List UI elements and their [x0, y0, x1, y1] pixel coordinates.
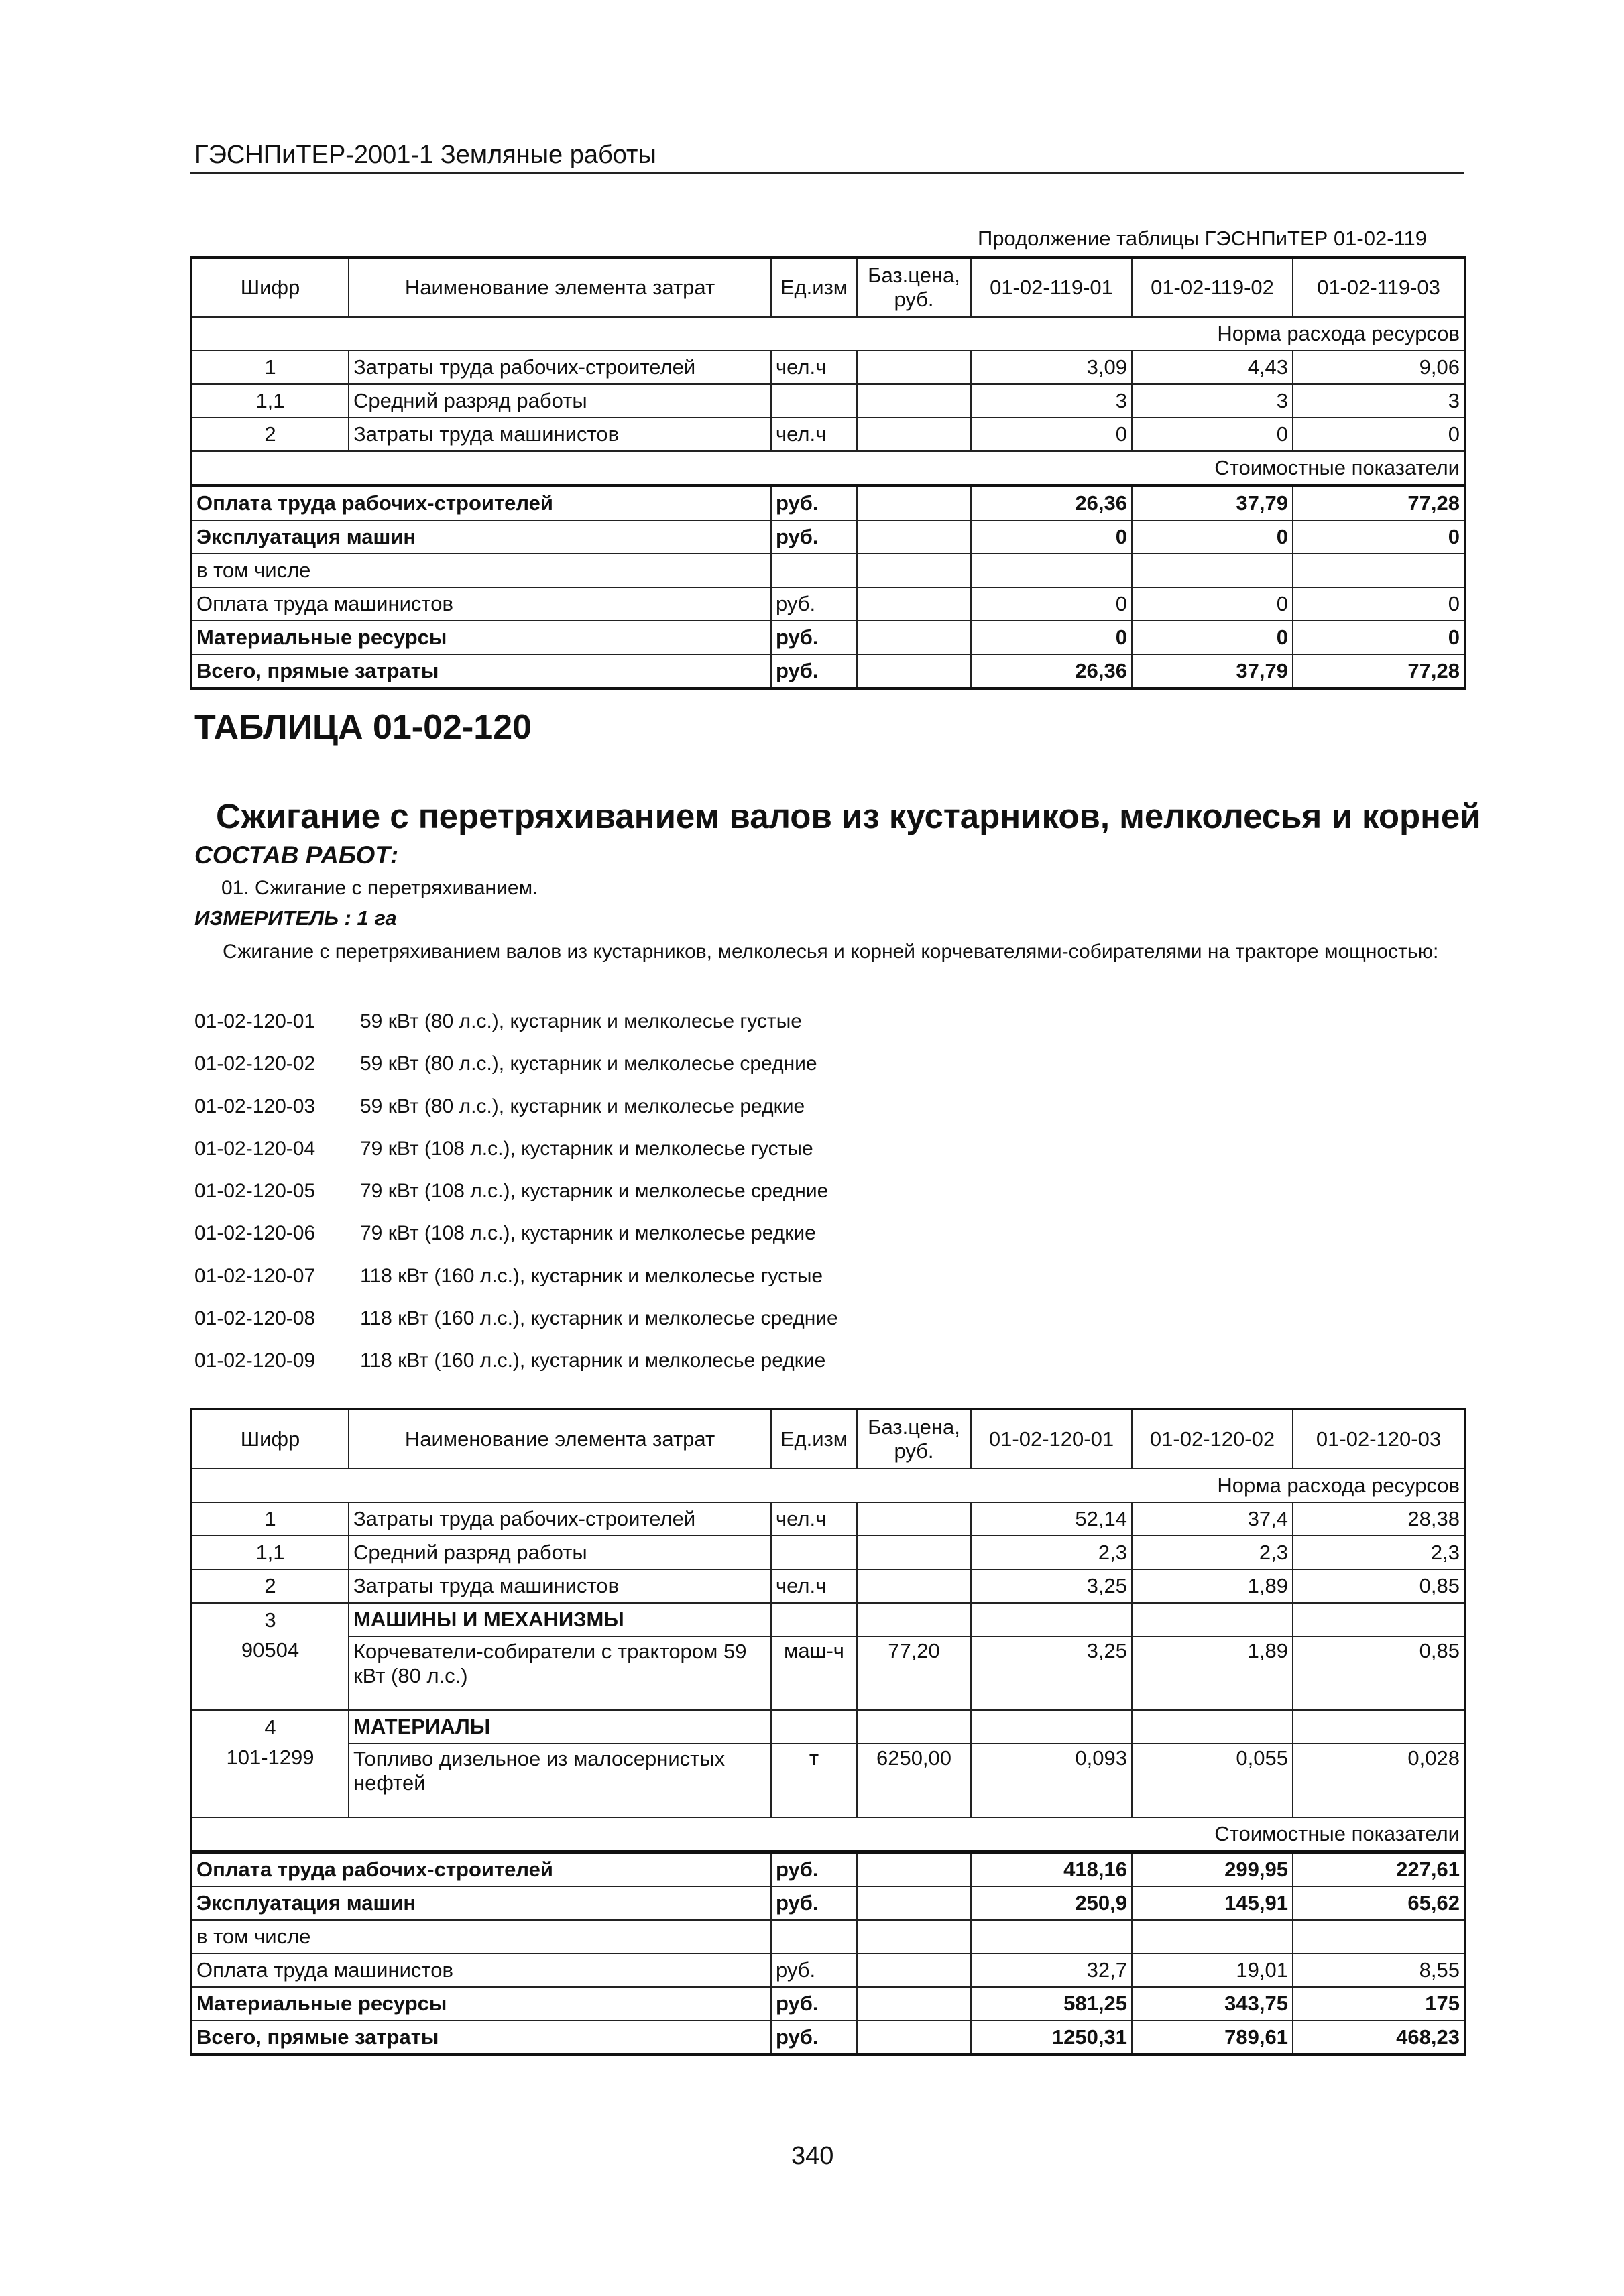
row-price — [857, 351, 971, 384]
variant-text: 79 кВт (108 л.с.), кустарник и мелколесье густые — [360, 1137, 813, 1160]
variant-code: 01-02-120-03 — [194, 1095, 316, 1117]
cost-name: Материальные ресурсы — [191, 1987, 771, 2020]
row-unit: чел.ч — [771, 418, 857, 451]
composition-item: 01. Сжигание с перетряхиванием. — [221, 877, 538, 899]
variant-code: 01-02-120-02 — [194, 1052, 316, 1075]
row-price: 77,20 — [857, 1636, 971, 1710]
cost-name: Всего, прямые затраты — [191, 654, 771, 688]
variant-text: 79 кВт (108 л.с.), кустарник и мелколесье средние — [360, 1180, 829, 1203]
cost-value-3 — [1293, 554, 1465, 587]
variant-text: 118 кВт (160 л.с.), кустарник и мелколесье густые — [360, 1264, 823, 1287]
variant-code: 01-02-120-04 — [194, 1137, 316, 1160]
table-row — [191, 1636, 1465, 1710]
header-name: Наименование элемента затрат — [349, 1409, 771, 1469]
table-header-row — [191, 257, 1465, 317]
variant-list — [194, 1006, 838, 1388]
row-value-3: 3 — [1293, 384, 1465, 418]
empty-cell — [857, 1603, 971, 1636]
cost-value-3: 77,28 — [1293, 486, 1465, 521]
band-row — [191, 1469, 1465, 1502]
cost-unit: руб. — [771, 1886, 857, 1920]
cost-unit — [771, 554, 857, 587]
row-value-1: 2,3 — [971, 1536, 1132, 1569]
cost-name: Эксплуатация машин — [191, 520, 771, 554]
empty-cell — [857, 1710, 971, 1744]
cost-row — [191, 554, 1465, 587]
row-value-3: 0,028 — [1293, 1744, 1465, 1817]
header-variant-1: 01-02-120-01 — [971, 1409, 1132, 1469]
cost-price — [857, 554, 971, 587]
cost-value-1: 418,16 — [971, 1852, 1132, 1887]
cost-unit: руб. — [771, 520, 857, 554]
cost-value-3 — [1293, 1920, 1465, 1953]
cost-row — [191, 1987, 1465, 2020]
cost-value-3: 227,61 — [1293, 1852, 1465, 1887]
cost-row — [191, 1953, 1465, 1987]
row-code: 101-1299 — [191, 1744, 349, 1817]
table-row — [191, 1569, 1465, 1603]
cost-value-1: 32,7 — [971, 1953, 1132, 1987]
header-unit: Ед.изм — [771, 1409, 857, 1469]
table-row — [191, 418, 1465, 451]
empty-cell — [971, 1603, 1132, 1636]
cost-price — [857, 1852, 971, 1887]
cost-unit: руб. — [771, 1852, 857, 1887]
cost-row — [191, 654, 1465, 688]
cost-value-2: 145,91 — [1132, 1886, 1293, 1920]
row-value-3: 28,38 — [1293, 1502, 1465, 1536]
cost-name: Оплата труда рабочих-строителей — [191, 486, 771, 521]
cost-value-1: 0 — [971, 520, 1132, 554]
table-row — [191, 351, 1465, 384]
variant-text: 118 кВт (160 л.с.), кустарник и мелколесье редкие — [360, 1349, 826, 1372]
section-row-materials — [191, 1710, 1465, 1744]
cost-row — [191, 621, 1465, 654]
header-price: Баз.цена, руб. — [857, 1409, 971, 1469]
cost-price — [857, 1987, 971, 2020]
variant-text: 59 кВт (80 л.с.), кустарник и мелколесье средние — [360, 1052, 817, 1075]
row-value-3: 2,3 — [1293, 1536, 1465, 1569]
cost-price — [857, 621, 971, 654]
row-value-3: 0 — [1293, 418, 1465, 451]
band-resources: Норма расхода ресурсов — [191, 317, 1465, 351]
cost-value-1 — [971, 1920, 1132, 1953]
list-item — [194, 1048, 838, 1090]
row-value-2: 1,89 — [1132, 1636, 1293, 1710]
row-name: Топливо дизельное из малосернистых нефтей — [349, 1744, 771, 1817]
table-row — [191, 384, 1465, 418]
work-title: Сжигание с перетряхиванием валов из кустарников, мелколесья и корней — [216, 797, 1481, 835]
row-value-1: 3,25 — [971, 1636, 1132, 1710]
header-variant-3: 01-02-120-03 — [1293, 1409, 1465, 1469]
row-name: Затраты труда рабочих-строителей — [349, 1502, 771, 1536]
cost-price — [857, 2020, 971, 2055]
row-value-1: 3 — [971, 384, 1132, 418]
cost-name: в том числе — [191, 554, 771, 587]
variant-text: 79 кВт (108 л.с.), кустарник и мелколесье редкие — [360, 1222, 816, 1245]
cost-value-3: 468,23 — [1293, 2020, 1465, 2055]
row-code: 90504 — [191, 1636, 349, 1710]
row-name: Затраты труда машинистов — [349, 1569, 771, 1603]
band-resources: Норма расхода ресурсов — [191, 1469, 1465, 1502]
row-code: 1 — [191, 1502, 349, 1536]
page-number: 340 — [791, 2142, 834, 2170]
table-01-02-120 — [190, 1408, 1466, 2056]
row-unit: чел.ч — [771, 1502, 857, 1536]
row-value-2: 2,3 — [1132, 1536, 1293, 1569]
cost-value-3: 65,62 — [1293, 1886, 1465, 1920]
cost-unit: руб. — [771, 1987, 857, 2020]
header-variant-1: 01-02-119-01 — [971, 257, 1132, 317]
list-item — [194, 1175, 838, 1217]
cost-row — [191, 1886, 1465, 1920]
cost-row — [191, 1852, 1465, 1887]
list-item — [194, 1217, 838, 1260]
row-code: 2 — [191, 1569, 349, 1603]
cost-value-3: 175 — [1293, 1987, 1465, 2020]
cost-value-2: 37,79 — [1132, 486, 1293, 521]
row-price — [857, 1502, 971, 1536]
empty-cell — [1293, 1603, 1465, 1636]
row-price — [857, 1536, 971, 1569]
cost-value-2: 0 — [1132, 520, 1293, 554]
cost-value-2 — [1132, 554, 1293, 587]
cost-name: в том числе — [191, 1920, 771, 1953]
cost-value-2: 0 — [1132, 621, 1293, 654]
row-value-1: 0,093 — [971, 1744, 1132, 1817]
band-row — [191, 1817, 1465, 1852]
cost-row — [191, 2020, 1465, 2055]
row-price — [857, 1569, 971, 1603]
cost-value-2 — [1132, 1920, 1293, 1953]
cost-value-1: 0 — [971, 587, 1132, 621]
row-value-1: 3,09 — [971, 351, 1132, 384]
row-value-3: 0,85 — [1293, 1569, 1465, 1603]
cost-row — [191, 587, 1465, 621]
cost-name: Оплата труда рабочих-строителей — [191, 1852, 771, 1887]
cost-value-3: 8,55 — [1293, 1953, 1465, 1987]
row-value-1: 0 — [971, 418, 1132, 451]
cost-unit: руб. — [771, 621, 857, 654]
cost-value-2: 19,01 — [1132, 1953, 1293, 1987]
row-value-1: 52,14 — [971, 1502, 1132, 1536]
cost-row — [191, 520, 1465, 554]
empty-cell — [1132, 1710, 1293, 1744]
cost-name: Всего, прямые затраты — [191, 2020, 771, 2055]
row-unit: маш-ч — [771, 1636, 857, 1710]
variant-text: 59 кВт (80 л.с.), кустарник и мелколесье густые — [360, 1010, 802, 1032]
row-code: 1,1 — [191, 384, 349, 418]
row-code: 2 — [191, 418, 349, 451]
header-variant-3: 01-02-119-03 — [1293, 257, 1465, 317]
list-item — [194, 1345, 838, 1387]
cost-value-1: 26,36 — [971, 654, 1132, 688]
cost-name: Материальные ресурсы — [191, 621, 771, 654]
cost-value-1: 26,36 — [971, 486, 1132, 521]
composition-label: СОСТАВ РАБОТ: — [194, 841, 399, 869]
table-heading: ТАБЛИЦА 01-02-120 — [194, 708, 532, 747]
row-unit — [771, 1536, 857, 1569]
running-header: ГЭСНПиТЕР-2001-1 Земляные работы — [194, 141, 656, 169]
row-name: Затраты труда машинистов — [349, 418, 771, 451]
band-cost: Стоимостные показатели — [191, 1817, 1465, 1852]
table-header-row — [191, 1409, 1465, 1469]
variant-code: 01-02-120-09 — [194, 1349, 316, 1372]
cost-value-3: 77,28 — [1293, 654, 1465, 688]
table-row — [191, 1536, 1465, 1569]
row-code: 1,1 — [191, 1536, 349, 1569]
row-value-2: 3 — [1132, 384, 1293, 418]
cost-price — [857, 654, 971, 688]
cost-value-2: 343,75 — [1132, 1987, 1293, 2020]
cost-row — [191, 1920, 1465, 1953]
cost-unit — [771, 1920, 857, 1953]
row-value-3: 0,85 — [1293, 1636, 1465, 1710]
cost-name: Эксплуатация машин — [191, 1886, 771, 1920]
list-item — [194, 1091, 838, 1133]
cost-value-2: 789,61 — [1132, 2020, 1293, 2055]
empty-cell — [1132, 1603, 1293, 1636]
cost-price — [857, 520, 971, 554]
cost-value-2: 37,79 — [1132, 654, 1293, 688]
cost-unit: руб. — [771, 2020, 857, 2055]
list-item — [194, 1260, 838, 1303]
empty-cell — [971, 1710, 1132, 1744]
cost-price — [857, 486, 971, 521]
cost-value-3: 0 — [1293, 621, 1465, 654]
cost-value-2: 299,95 — [1132, 1852, 1293, 1887]
row-name: Средний разряд работы — [349, 384, 771, 418]
empty-cell — [771, 1603, 857, 1636]
variant-code: 01-02-120-05 — [194, 1180, 316, 1203]
row-price: 6250,00 — [857, 1744, 971, 1817]
header-code: Шифр — [191, 1409, 349, 1469]
row-unit: чел.ч — [771, 1569, 857, 1603]
row-value-3: 9,06 — [1293, 351, 1465, 384]
header-variant-2: 01-02-119-02 — [1132, 257, 1293, 317]
cost-value-2: 0 — [1132, 587, 1293, 621]
list-item — [194, 1303, 838, 1345]
header-unit: Ед.изм — [771, 257, 857, 317]
cost-row — [191, 486, 1465, 521]
row-value-2: 37,4 — [1132, 1502, 1293, 1536]
cost-name: Оплата труда машинистов — [191, 587, 771, 621]
cost-value-1: 1250,31 — [971, 2020, 1132, 2055]
empty-cell — [771, 1710, 857, 1744]
empty-cell — [1293, 1710, 1465, 1744]
cost-price — [857, 587, 971, 621]
row-unit: чел.ч — [771, 351, 857, 384]
cost-name: Оплата труда машинистов — [191, 1953, 771, 1987]
row-value-2: 4,43 — [1132, 351, 1293, 384]
row-value-2: 0 — [1132, 418, 1293, 451]
variant-text: 118 кВт (160 л.с.), кустарник и мелколесье средние — [360, 1307, 838, 1330]
header-variant-2: 01-02-120-02 — [1132, 1409, 1293, 1469]
variant-code: 01-02-120-01 — [194, 1010, 316, 1032]
row-unit: т — [771, 1744, 857, 1817]
variant-code: 01-02-120-06 — [194, 1222, 316, 1245]
row-code: 1 — [191, 351, 349, 384]
row-name: Затраты труда рабочих-строителей — [349, 351, 771, 384]
cost-price — [857, 1886, 971, 1920]
section-code: 4 — [191, 1710, 349, 1744]
row-value-2: 0,055 — [1132, 1744, 1293, 1817]
section-title: МАТЕРИАЛЫ — [349, 1710, 771, 1744]
cost-value-3: 0 — [1293, 587, 1465, 621]
variant-text: 59 кВт (80 л.с.), кустарник и мелколесье редкие — [360, 1095, 805, 1117]
section-code: 3 — [191, 1603, 349, 1636]
row-name: Средний разряд работы — [349, 1536, 771, 1569]
row-value-2: 1,89 — [1132, 1569, 1293, 1603]
cost-price — [857, 1920, 971, 1953]
table-01-02-119 — [190, 256, 1466, 690]
row-price — [857, 418, 971, 451]
measure-line: ИЗМЕРИТЕЛЬ : 1 га — [194, 906, 397, 930]
cost-unit: руб. — [771, 654, 857, 688]
row-unit — [771, 384, 857, 418]
header-price: Баз.цена, руб. — [857, 257, 971, 317]
description: Сжигание с перетряхиванием валов из кустарников, мелколесья и корней корчевателями-собирателями на тракторе мощностью: — [223, 941, 1439, 963]
cost-price — [857, 1953, 971, 1987]
list-item — [194, 1133, 838, 1175]
header-name: Наименование элемента затрат — [349, 257, 771, 317]
band-row — [191, 317, 1465, 351]
row-price — [857, 384, 971, 418]
header-rule — [190, 172, 1464, 174]
row-name: Корчеватели-собиратели с трактором 59 кВт (80 л.с.) — [349, 1636, 771, 1710]
band-row — [191, 451, 1465, 486]
cost-value-1 — [971, 554, 1132, 587]
table-continuation-caption: Продолжение таблицы ГЭСНПиТЕР 01-02-119 — [978, 227, 1427, 250]
cost-value-1: 250,9 — [971, 1886, 1132, 1920]
band-cost: Стоимостные показатели — [191, 451, 1465, 486]
section-title: МАШИНЫ И МЕХАНИЗМЫ — [349, 1603, 771, 1636]
cost-value-3: 0 — [1293, 520, 1465, 554]
row-value-1: 3,25 — [971, 1569, 1132, 1603]
variant-code: 01-02-120-07 — [194, 1264, 316, 1287]
cost-unit: руб. — [771, 587, 857, 621]
cost-value-1: 581,25 — [971, 1987, 1132, 2020]
variant-code: 01-02-120-08 — [194, 1307, 316, 1330]
header-code: Шифр — [191, 257, 349, 317]
cost-value-1: 0 — [971, 621, 1132, 654]
list-item — [194, 1006, 838, 1048]
section-row-machines — [191, 1603, 1465, 1636]
cost-unit: руб. — [771, 1953, 857, 1987]
table-row — [191, 1502, 1465, 1536]
table-row — [191, 1744, 1465, 1817]
cost-unit: руб. — [771, 486, 857, 521]
